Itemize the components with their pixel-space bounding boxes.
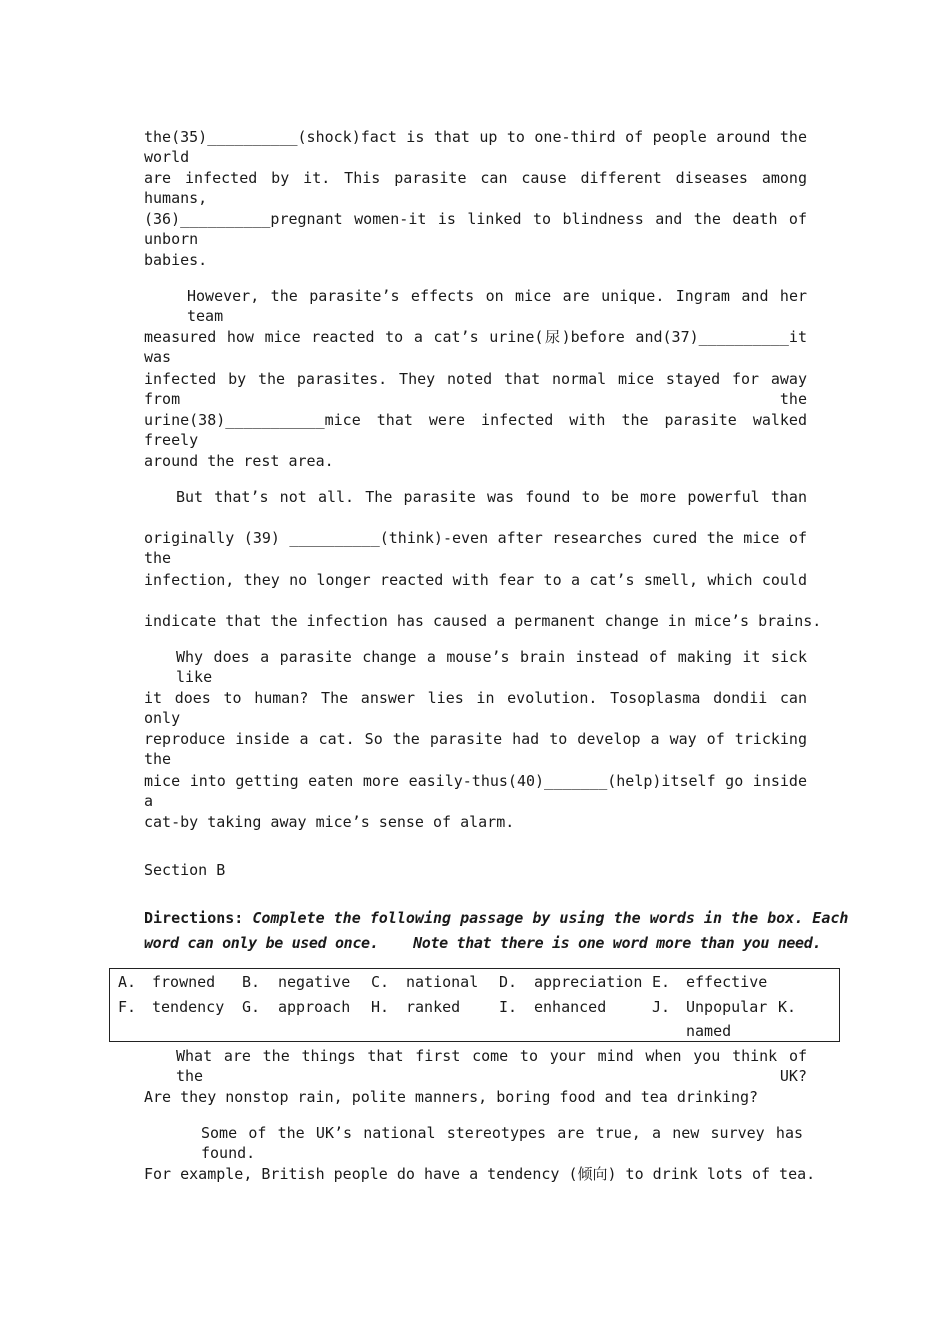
- passage-line: babies.: [144, 251, 208, 269]
- passage-line: measured how mice reacted to a cat’s urine(尿)before and(37)__________it was: [144, 328, 807, 366]
- passage-line: reproduce inside a cat. So the parasite had to develop a way of tricking the: [144, 730, 807, 768]
- option-word: approach: [278, 998, 351, 1016]
- option-word: negative: [278, 973, 351, 991]
- passage-line: (36)__________pregnant women-it is linked to blindness and the death of unborn: [144, 210, 807, 248]
- option-letter: C.: [371, 973, 390, 991]
- passage-line: infected by the parasites. They noted that normal mice stayed for away from the: [144, 370, 807, 408]
- option-letter: B.: [242, 973, 261, 991]
- passage-line: the(35)__________(shock)fact is that up to one-third of people around the world: [144, 128, 807, 166]
- word-box: [109, 968, 840, 1042]
- option-word: named: [686, 1022, 732, 1040]
- passage-line: originally (39) __________(think)-even after researches cured the mice of the: [144, 529, 807, 567]
- passage-line: Some of the UK’s national stereotypes are true, a new survey has found.: [201, 1124, 803, 1162]
- option-letter: J.: [652, 998, 671, 1016]
- passage-line: infection, they no longer reacted with fear to a cat’s smell, which could: [144, 571, 807, 589]
- option-word: national: [406, 973, 479, 991]
- option-letter: D.: [499, 973, 518, 991]
- option-word: enhanced: [534, 998, 607, 1016]
- option-word: ranked: [406, 998, 461, 1016]
- passage-line: cat-by taking away mice’s sense of alarm.: [144, 813, 515, 831]
- directions-text: word can only be used once. Note that there is one word more than you need.: [144, 934, 822, 952]
- option-letter: I.: [499, 998, 518, 1016]
- option-letter: A.: [118, 973, 137, 991]
- option-word: Unpopular: [686, 998, 768, 1016]
- option-letter: H.: [371, 998, 390, 1016]
- option-letter: G.: [242, 998, 261, 1016]
- section-heading: Section B: [144, 861, 226, 879]
- passage-line: urine(38)___________mice that were infected with the parasite walked freely: [144, 411, 807, 449]
- option-word: tendency: [152, 998, 225, 1016]
- passage-line: Why does a parasite change a mouse’s brain instead of making it sick like: [176, 648, 807, 686]
- passage-line: For example, British people do have a tendency (倾向) to drink lots of tea.: [144, 1165, 816, 1183]
- passage-line: However, the parasite’s effects on mice are unique. Ingram and her team: [187, 287, 807, 325]
- passage-line: Are they nonstop rain, polite manners, boring food and tea drinking?: [144, 1088, 759, 1106]
- option-word: effective: [686, 973, 768, 991]
- option-letter: F.: [118, 998, 137, 1016]
- option-letter: K.: [778, 998, 797, 1016]
- directions: [144, 908, 849, 928]
- passage-line: But that’s not all. The parasite was found to be more powerful than: [176, 488, 807, 506]
- option-word: appreciation: [534, 973, 643, 991]
- directions-label: Directions:: [144, 909, 244, 927]
- passage-line: indicate that the infection has caused a permanent change in mice’s brains.: [144, 612, 822, 630]
- directions-text: Complete the following passage by using the words in the box. Each: [252, 909, 849, 927]
- passage-line: mice into getting eaten more easily-thus(40)_______(help)itself go inside a: [144, 772, 807, 810]
- passage-line: are infected by it. This parasite can cause different diseases among humans,: [144, 169, 807, 207]
- option-letter: E.: [652, 973, 671, 991]
- passage-line: What are the things that first come to your mind when you think of the UK?: [176, 1047, 807, 1085]
- passage-line: it does to human? The answer lies in evolution. Tosoplasma dondii can only: [144, 689, 807, 727]
- passage-line: around the rest area.: [144, 452, 334, 470]
- option-word: frowned: [152, 973, 216, 991]
